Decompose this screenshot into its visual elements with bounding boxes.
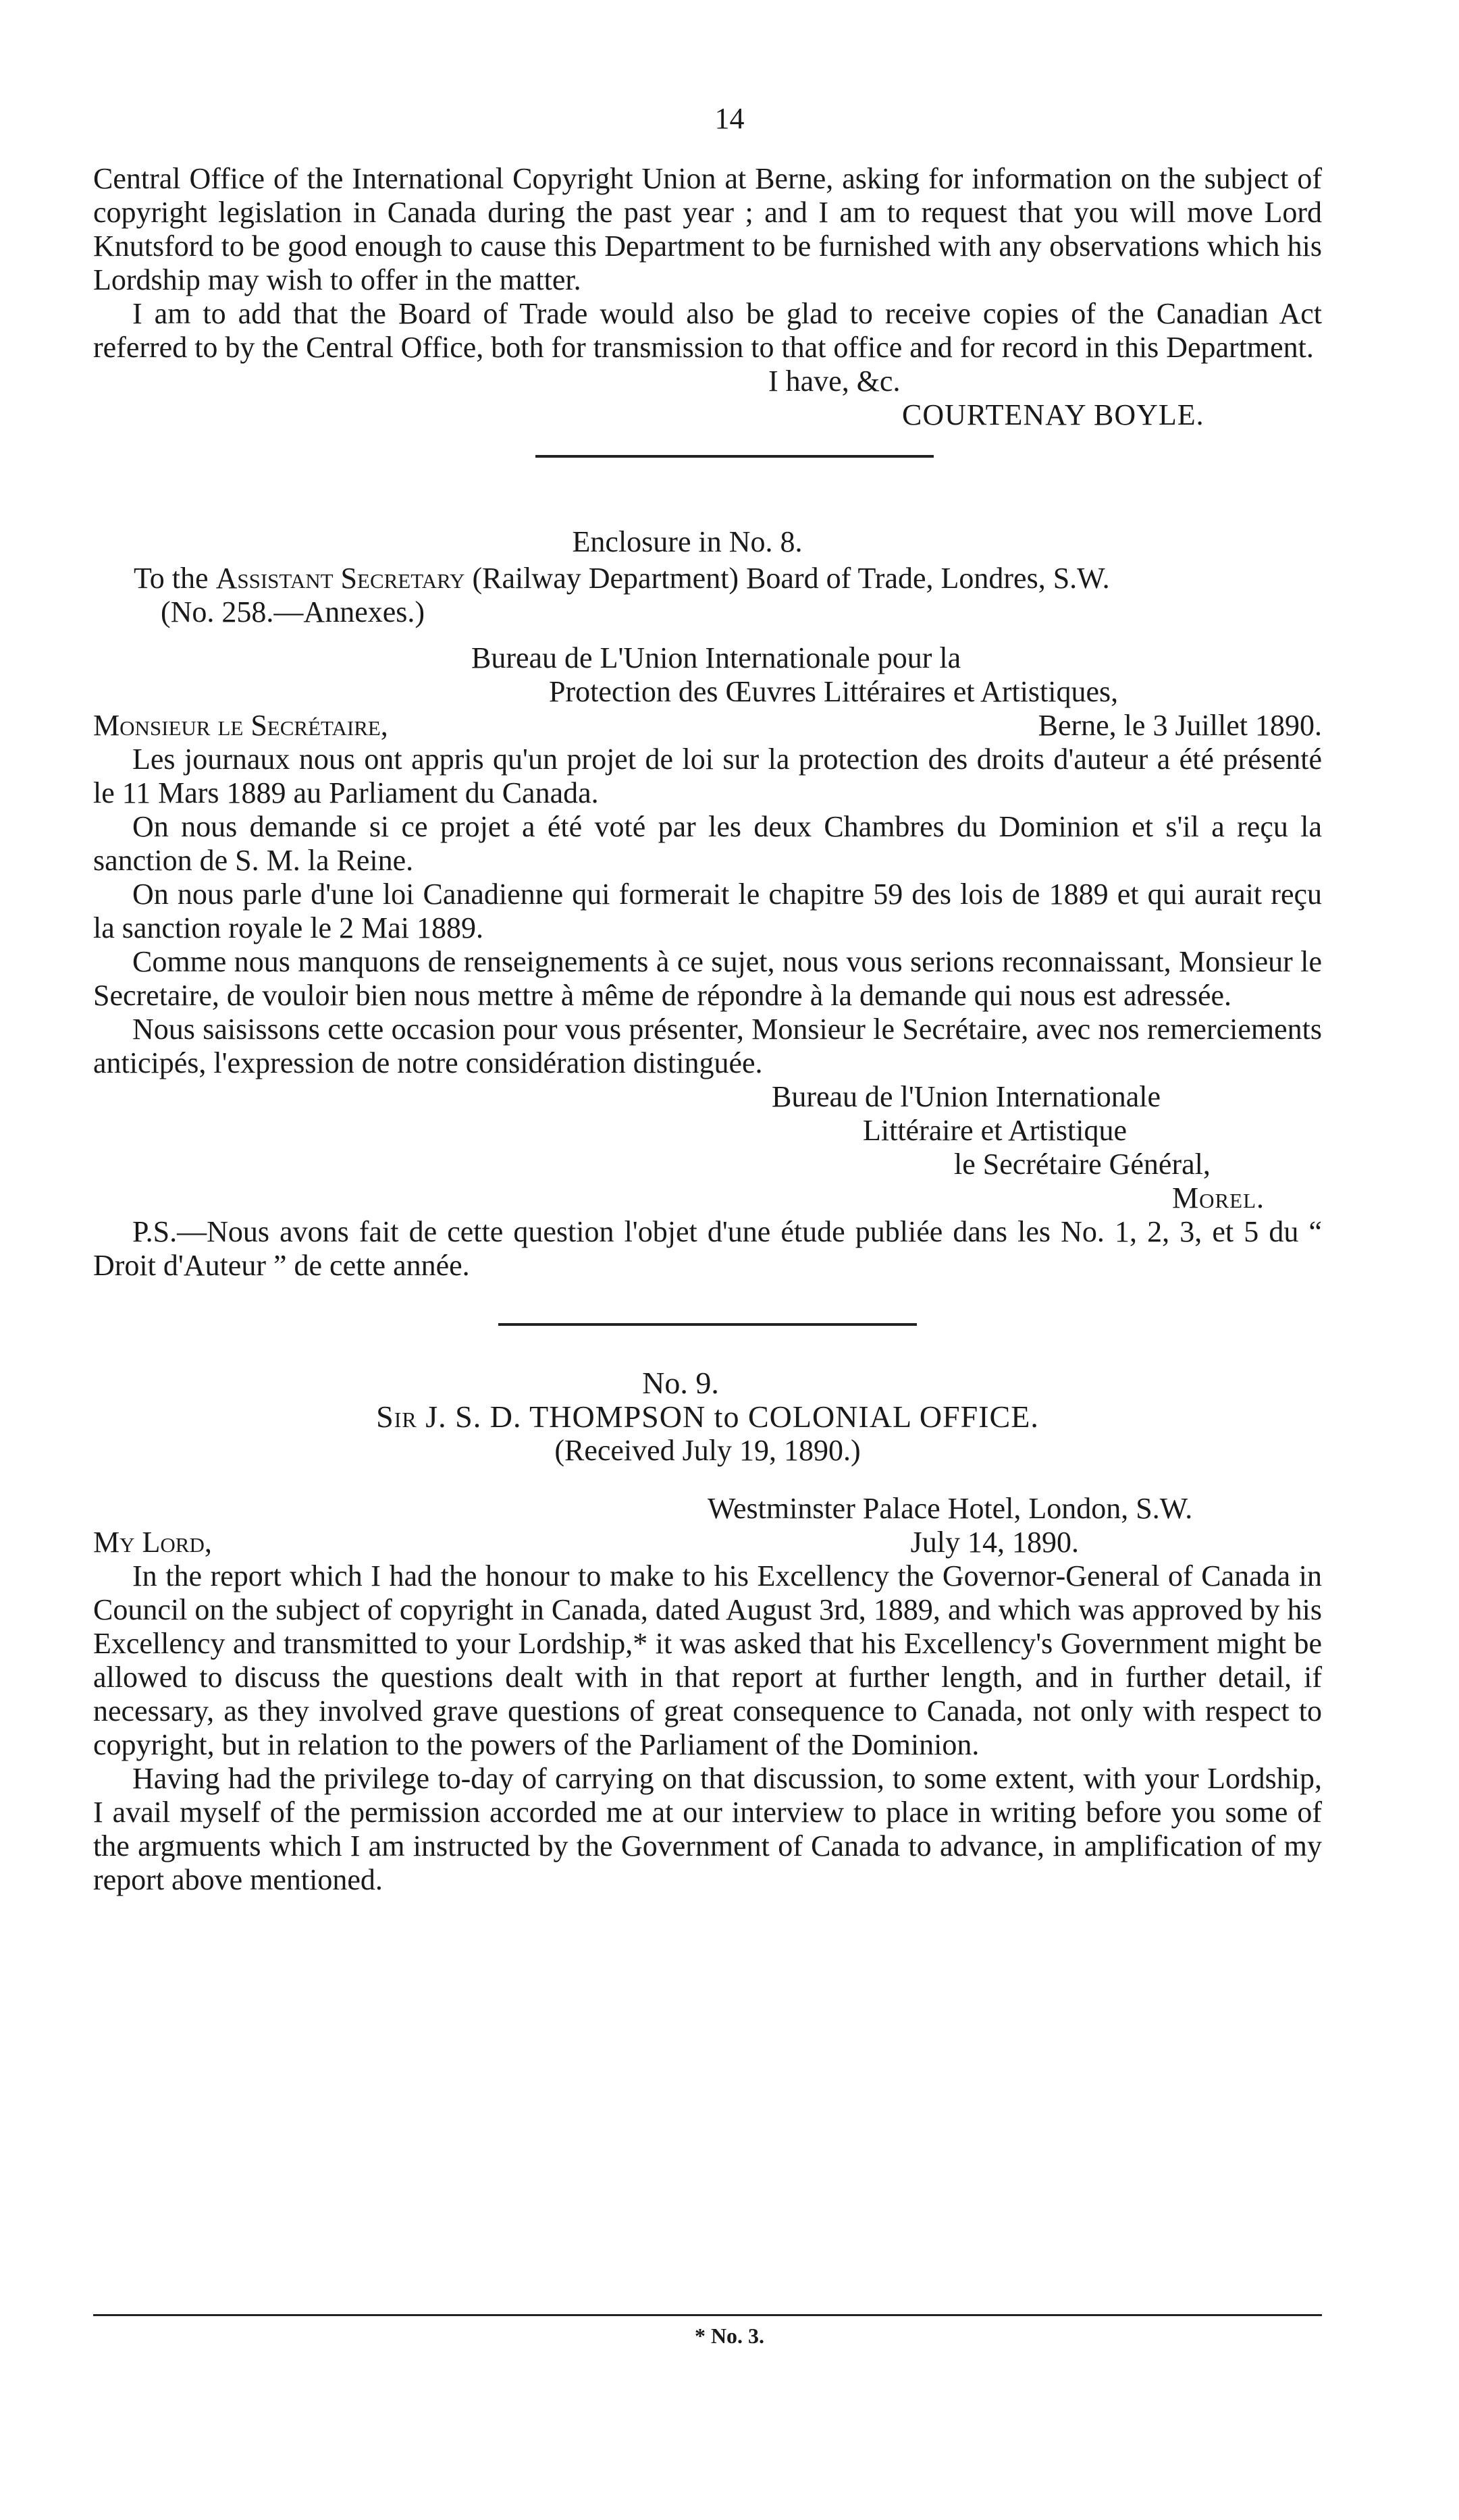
salutation: My Lord, bbox=[93, 1526, 212, 1559]
signature-line: le Secrétaire Général, bbox=[954, 1148, 1211, 1181]
salutation-date-line bbox=[93, 709, 1322, 743]
signature-line: Littéraire et Artistique bbox=[863, 1114, 1127, 1147]
french-paragraph: Les journaux nous ont appris qu'un projet de loi sur la protection des droits d'auteur a été présenté le 11 Mars 1889 au Parliament du Canada. bbox=[93, 743, 1322, 809]
bureau-signature bbox=[93, 1080, 1322, 1215]
page-number: 14 bbox=[714, 102, 745, 135]
letter-date: July 14, 1890. bbox=[910, 1526, 1079, 1559]
letter-signature: COURTENAY BOYLE. bbox=[902, 398, 1204, 431]
letter-paragraph: Central Office of the International Copyright Union at Berne, asking for information on the subject of copyright legislation in Canada during the past year ; and I am to request that you will move Lord Knutsford to be good enough to cause this Department to be furnished with any observations which his Lordship may wish to offer in the matter. bbox=[93, 162, 1322, 296]
enclosure-heading: Enclosure in No. 8. bbox=[572, 525, 803, 558]
section-divider bbox=[535, 455, 934, 458]
title-prefix: Sir bbox=[376, 1399, 417, 1434]
footnote: * No. 3. bbox=[694, 2324, 765, 2348]
bureau-heading-line1: Bureau de L'Union Internationale pour la bbox=[471, 641, 961, 674]
french-paragraph: On nous parle d'une loi Canadienne qui formerait le chapitre 59 des lois de 1889 et qui aurait reçu la sanction royale le 2 Mai 1889. bbox=[93, 878, 1322, 944]
letter-paragraph: In the report which I had the honour to make to his Excellency the Governor-General of Canada in Council on the subject of copyright in Canada, dated August 3rd, 1889, and which was approved by his Excellency and transmitted to your Lordship,* it was asked that his Excellency's Government might be allowed to discuss the questions dealt with in that report at further length, and in further detail, if necessary, as they involved grave questions of great consequence to Canada, not only with respect to copyright, but in relation to the powers of the Parliament of the Dominion. bbox=[93, 1559, 1322, 1761]
document-title bbox=[93, 1400, 1322, 1434]
sender-address: Westminster Palace Hotel, London, S.W. bbox=[708, 1492, 1193, 1525]
addressee-prefix: To the bbox=[134, 562, 209, 595]
salutation-date-line bbox=[93, 1526, 1322, 1559]
letter-closing: I have, &c. bbox=[768, 365, 901, 398]
place-date: Berne, le 3 Juillet 1890. bbox=[1038, 709, 1322, 742]
postscript: P.S.—Nous avons fait de cette question l'objet d'une étude publiée dans les No. 1, 2, 3, et 5 du “ Droit d'Auteur ” de cette année. bbox=[93, 1215, 1322, 1282]
letter-paragraph: I am to add that the Board of Trade would also be glad to receive copies of the Canadian Act referred to by the Central Office, both for transmission to that office and for record in this Department. bbox=[93, 297, 1322, 364]
enclosure-addressee bbox=[93, 562, 1322, 595]
enclosure-annex: (No. 258.—Annexes.) bbox=[161, 595, 425, 628]
letter-paragraph: Having had the privilege to-day of carrying on that discussion, to some extent, with your Lordship, I avail myself of the permission accorded me at our interview to place in writing before you some of the argmuents which I am instructed by the Government of Canada to advance, in amplification of my report above mentioned. bbox=[93, 1762, 1322, 1896]
addressee-rest: (Railway Department) Board of Trade, Londres, S.W. bbox=[472, 562, 1110, 595]
addressee-title: Assistant Secretary bbox=[215, 562, 465, 595]
page-body bbox=[93, 162, 1322, 1897]
salutation: Monsieur le Secrétaire, bbox=[93, 709, 388, 742]
title-rest: J. S. D. THOMPSON to COLONIAL OFFICE. bbox=[425, 1399, 1039, 1434]
bureau-heading-line2: Protection des Œuvres Littéraires et Artistiques, bbox=[549, 675, 1119, 708]
signature-line: Bureau de l'Union Internationale bbox=[772, 1080, 1161, 1113]
french-paragraph: Comme nous manquons de renseignements à ce sujet, nous vous serions reconnaissant, Monsieur le Secretaire, de vouloir bien nous mettre à même de répondre à la demande qui nous est adressée. bbox=[93, 945, 1322, 1012]
received-date: (Received July 19, 1890.) bbox=[554, 1434, 861, 1467]
document-number: No. 9. bbox=[642, 1366, 719, 1400]
french-paragraph: Nous saisissons cette occasion pour vous présenter, Monsieur le Secrétaire, avec nos remerciements anticipés, l'expression de notre considération distinguée. bbox=[93, 1013, 1322, 1079]
french-paragraph: On nous demande si ce projet a été voté par les deux Chambres du Dominion et s'il a reçu la sanction de S. M. la Reine. bbox=[93, 810, 1322, 877]
footnote-rule bbox=[93, 2314, 1322, 2316]
section-divider bbox=[498, 1323, 917, 1326]
signature-name: Morel. bbox=[1172, 1181, 1265, 1214]
